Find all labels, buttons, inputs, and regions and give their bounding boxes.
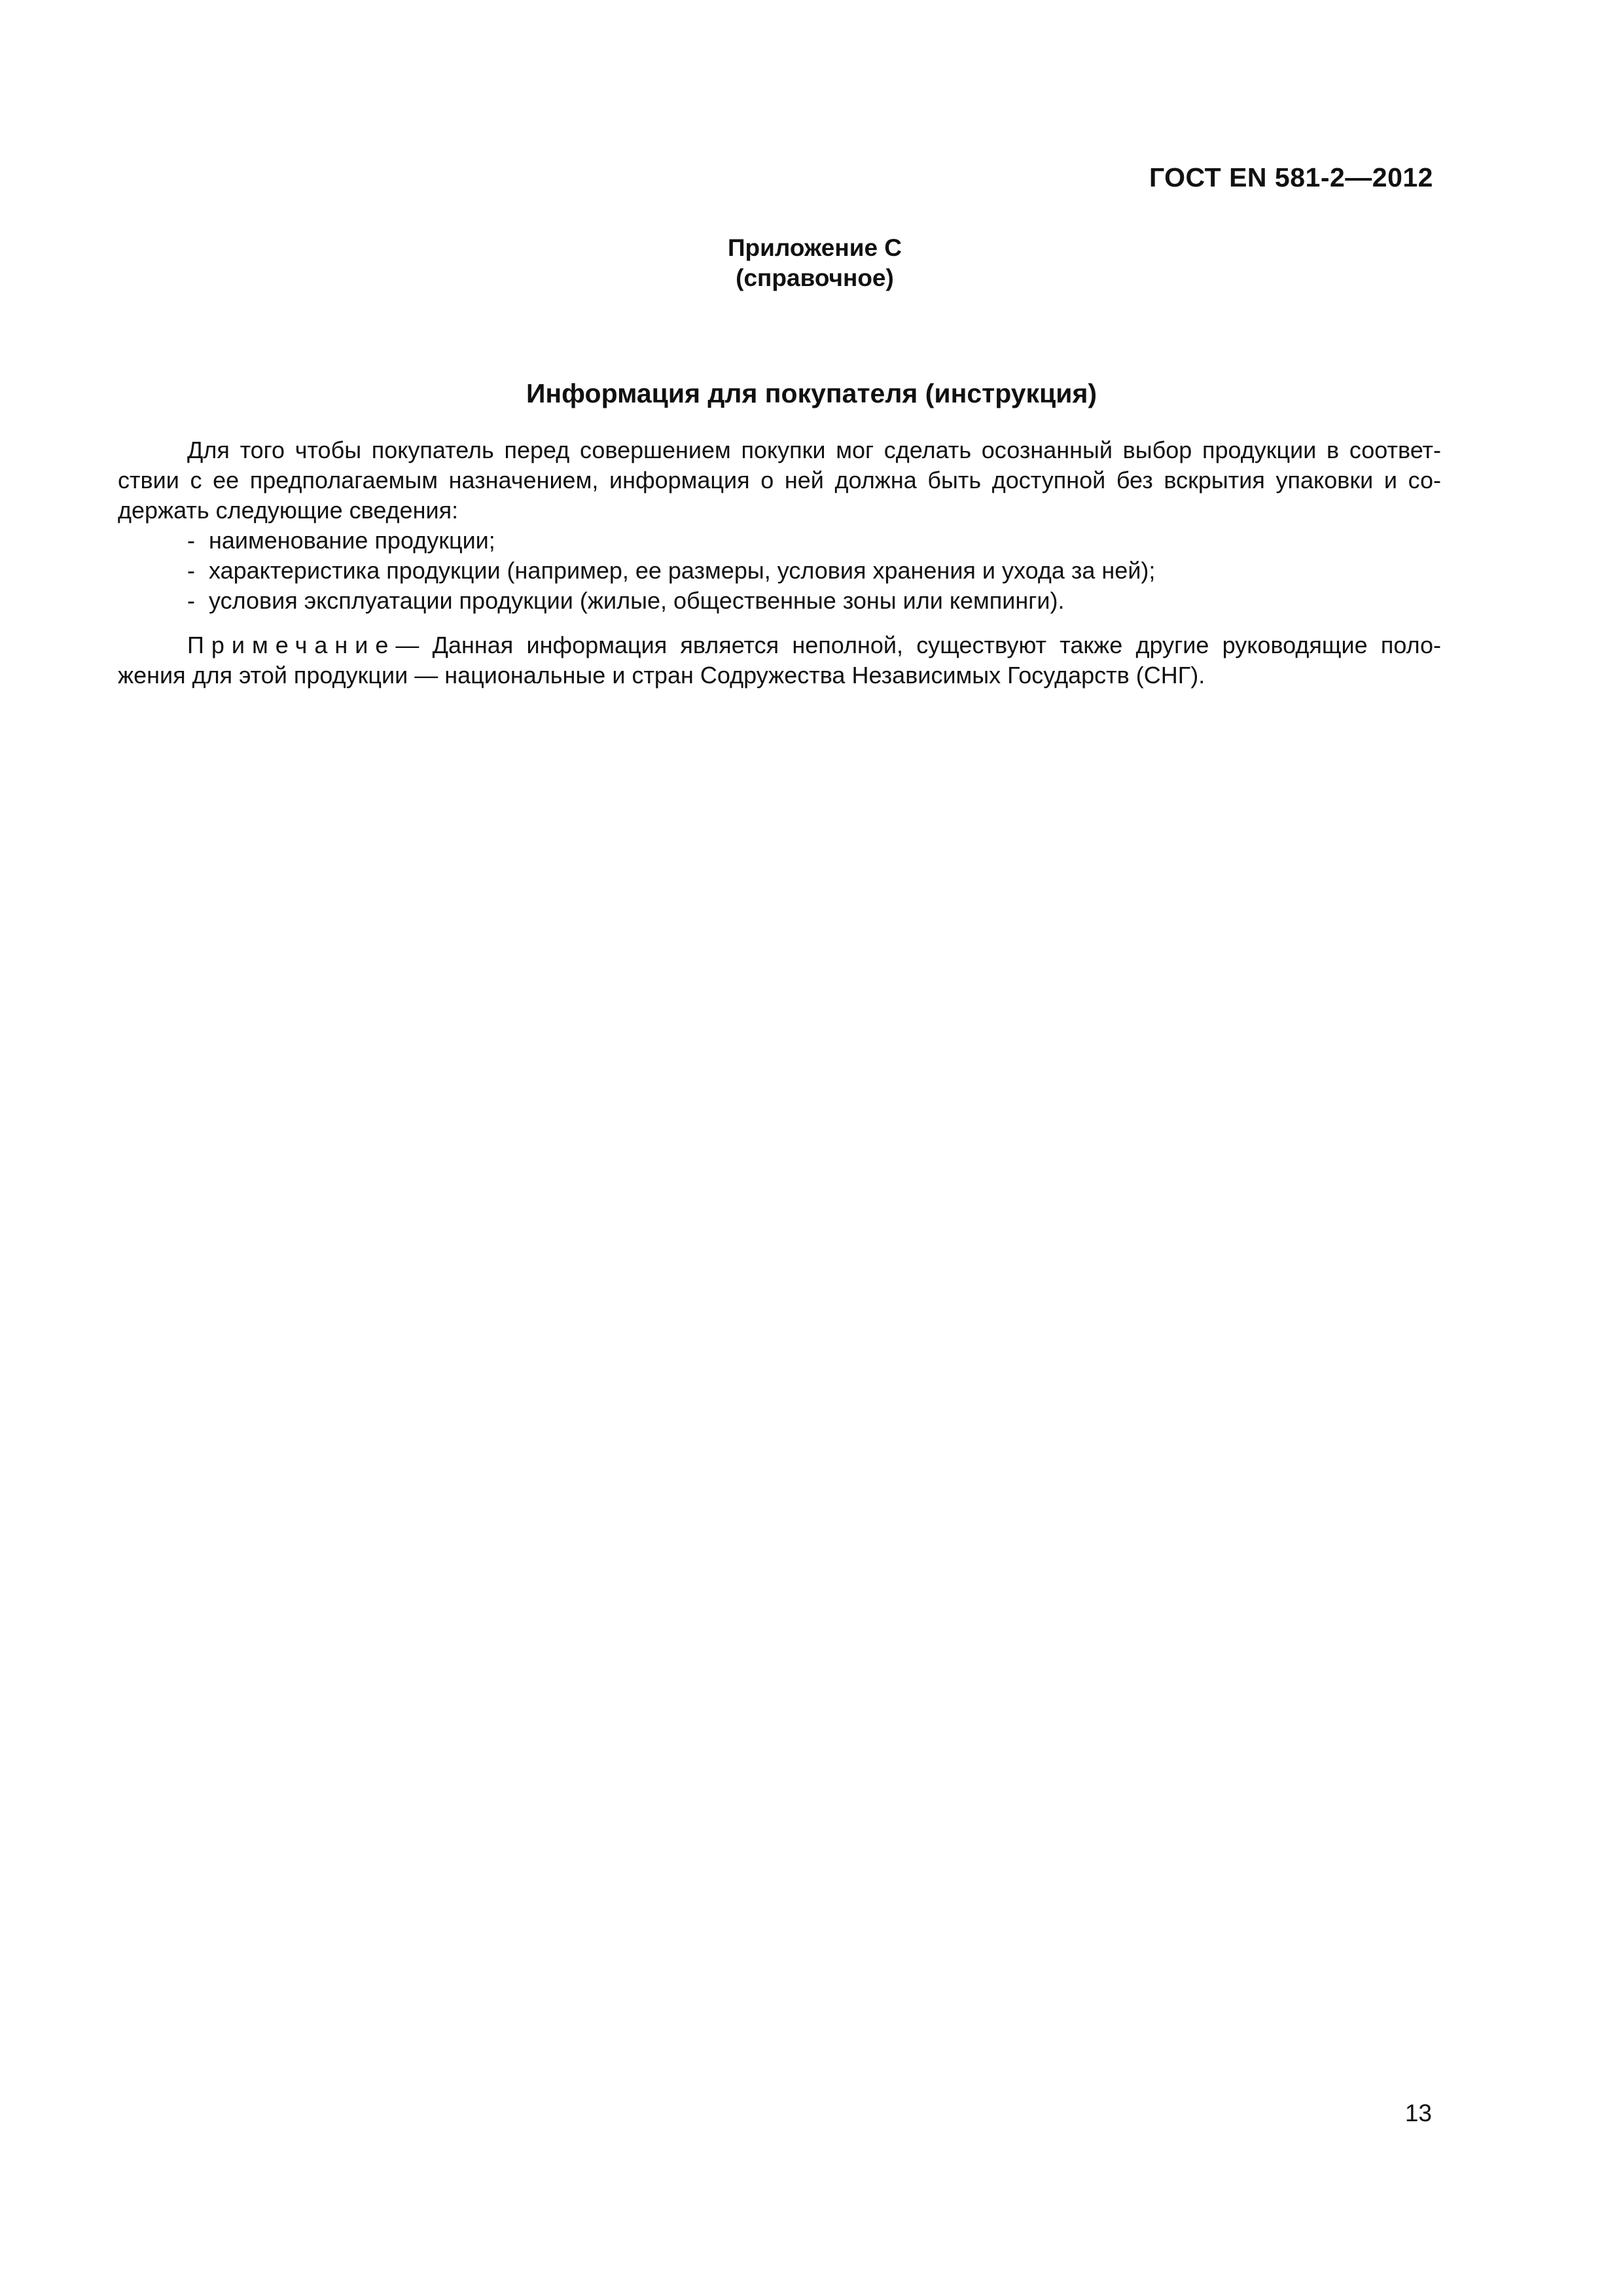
list-marker: -: [187, 557, 195, 584]
list-marker: -: [187, 527, 195, 554]
list-item: [187, 526, 1441, 556]
list-item: [187, 556, 1441, 586]
annex-title: Информация для покупателя (инструкция): [526, 378, 1097, 408]
info-list: [118, 526, 1441, 616]
annex-heading: [0, 233, 1623, 293]
list-item-text: условия эксплуатации продукции (жилые, общественные зоны или кемпинги).: [209, 587, 1065, 614]
list-item-text: наименование продукции;: [209, 527, 495, 554]
note-paragraph: [118, 630, 1441, 691]
intro-paragraph: [118, 435, 1441, 526]
intro-line-1: Для того чтобы покупатель перед совершением покупки мог сделать осознанный выбор продукции в соответ-: [187, 437, 1441, 463]
annex-status: (справочное): [736, 264, 894, 291]
annex-label: Приложение С: [727, 234, 902, 261]
note-line-2: жения для этой продукции — национальные и стран Содружества Независимых Государств (СНГ).: [118, 662, 1205, 689]
document-code: ГОСТ EN 581-2—2012: [1149, 162, 1433, 192]
intro-line-3: держать следующие сведения:: [118, 497, 459, 524]
intro-line-2: ствии с ее предполагаемым назначением, информация о ней должна быть доступной без вскрытия упаковки и со-: [118, 467, 1441, 493]
list-item: [187, 586, 1441, 616]
note-line-1: — Данная информация является неполной, существуют также другие руководящие поло-: [395, 632, 1441, 658]
note-label: Примечание: [187, 632, 396, 658]
list-marker: -: [187, 587, 195, 614]
page-number: 13: [1404, 2100, 1432, 2126]
annex-content: [118, 435, 1441, 691]
list-item-text: характеристика продукции (например, ее размеры, условия хранения и ухода за ней);: [209, 557, 1156, 584]
